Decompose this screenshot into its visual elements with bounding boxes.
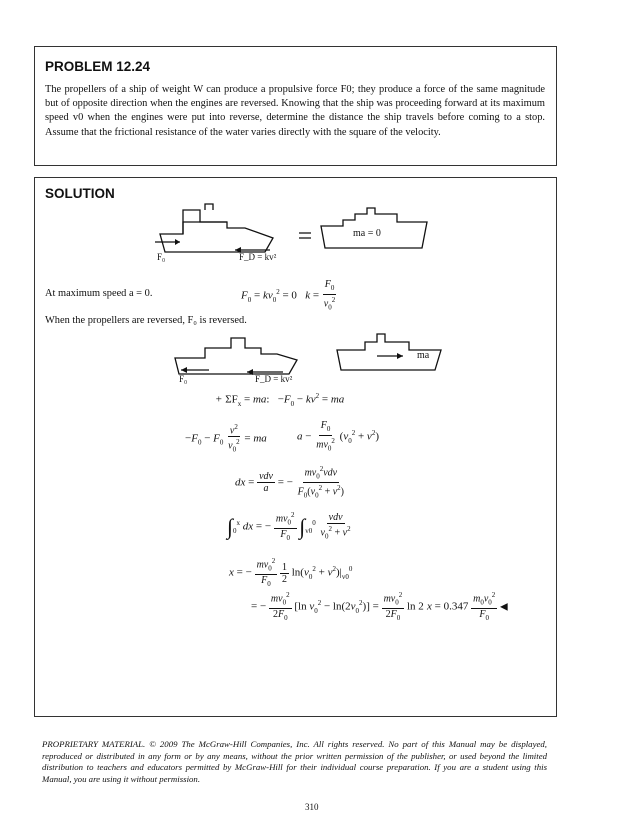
fig2-f0-label: F₀ — [179, 374, 188, 384]
proprietary-notice: PROPRIETARY MATERIAL. © 2009 The McGraw-Hill Companies, Inc. All rights reserved. No part of this Manual may be displayed, reproduced or distributed in any form or by any means, without the prior written permission of the publisher, or used beyond the limited distribution to teachers and educators permitted by McGraw-Hill for their individual course preparation. If you are a student using this Manual, you are using it without permission. — [42, 739, 547, 784]
problem-box — [34, 46, 557, 166]
eq-result: = − $\frac{mv_0^2}{2F_0}$ [ln $v_0^2 - \ln(2v_0^2)$] = $\frac{mv_0^2}{2F_0}$ ln 2 — [251, 591, 424, 623]
solution-box — [34, 177, 557, 717]
final-answer: x = 0.347 $\frac{m_0v_0^2}{F_0}$ ◀ — [427, 591, 508, 623]
solution-title: SOLUTION — [45, 186, 115, 201]
eq-integral: $\int_0^x$ dx = − $\frac{mv_0^2}{F_0}$ $\int_{v0}^0$ $\frac{\text{vdv}}{v_0^2 + v^2}$ — [227, 511, 351, 543]
eq-dx: dx = $\frac{\text{vdv}}{a}$ = − $\frac{mv_0^2vdv}{F_0(v_0^2 + v^2)}$ — [235, 465, 345, 500]
fig2-ma-label: ma — [417, 350, 430, 361]
fig2-fd-label: F_D = kv² — [255, 374, 293, 384]
fig1-f0-label: F₀ — [157, 252, 166, 262]
eq-log-form: x = − $\frac{mv_0^2}{F_0}$ $\frac{1}{2}$ $\ln(v_0^2 + v^2)|_{v0}^0$ — [229, 557, 353, 589]
max-speed-label: At maximum speed a = 0. — [45, 288, 153, 299]
problem-statement: The propellers of a ship of weight W can produce a propulsive force F0; they produce a force of the same magnitude but of opposite direction when the engines are reversed. Knowing that the ship was proceeding forward at its maximum speed v0 when the engines were put into reverse, determine the distance the ship travels before coming to a stop. Assume that the frictional resistance of the water varies directly with the square of the velocity. — [45, 84, 545, 138]
fig1-fd-label: F_D = kv² — [239, 252, 277, 262]
eq-newton: + $\Sigma F_x$ = ma: $-F_0 - kv^2$ = ma — [215, 392, 345, 408]
eq-max-speed: $F_0 = kv_0^2 = 0$ k = $\frac{F_0}{v_0^2}$ — [241, 279, 336, 312]
answer-marker-icon: ◀ — [500, 601, 508, 613]
page-number: 310 — [305, 802, 319, 812]
fig1-ma-label: ma = 0 — [353, 228, 381, 239]
eq-accel: a − $\frac{F_0}{mv_0^2}$ $(v_0^2 + v^2)$ — [297, 420, 379, 453]
eq-force-balance: $-F_0 - F_0$ $\frac{v^2}{v_0^2}$ = ma — [185, 423, 267, 454]
reversed-label: When the propellers are reversed, F₀ is reversed. — [45, 315, 247, 326]
problem-title: PROBLEM 12.24 — [45, 59, 151, 74]
ship-free-body-diagram — [135, 200, 465, 260]
